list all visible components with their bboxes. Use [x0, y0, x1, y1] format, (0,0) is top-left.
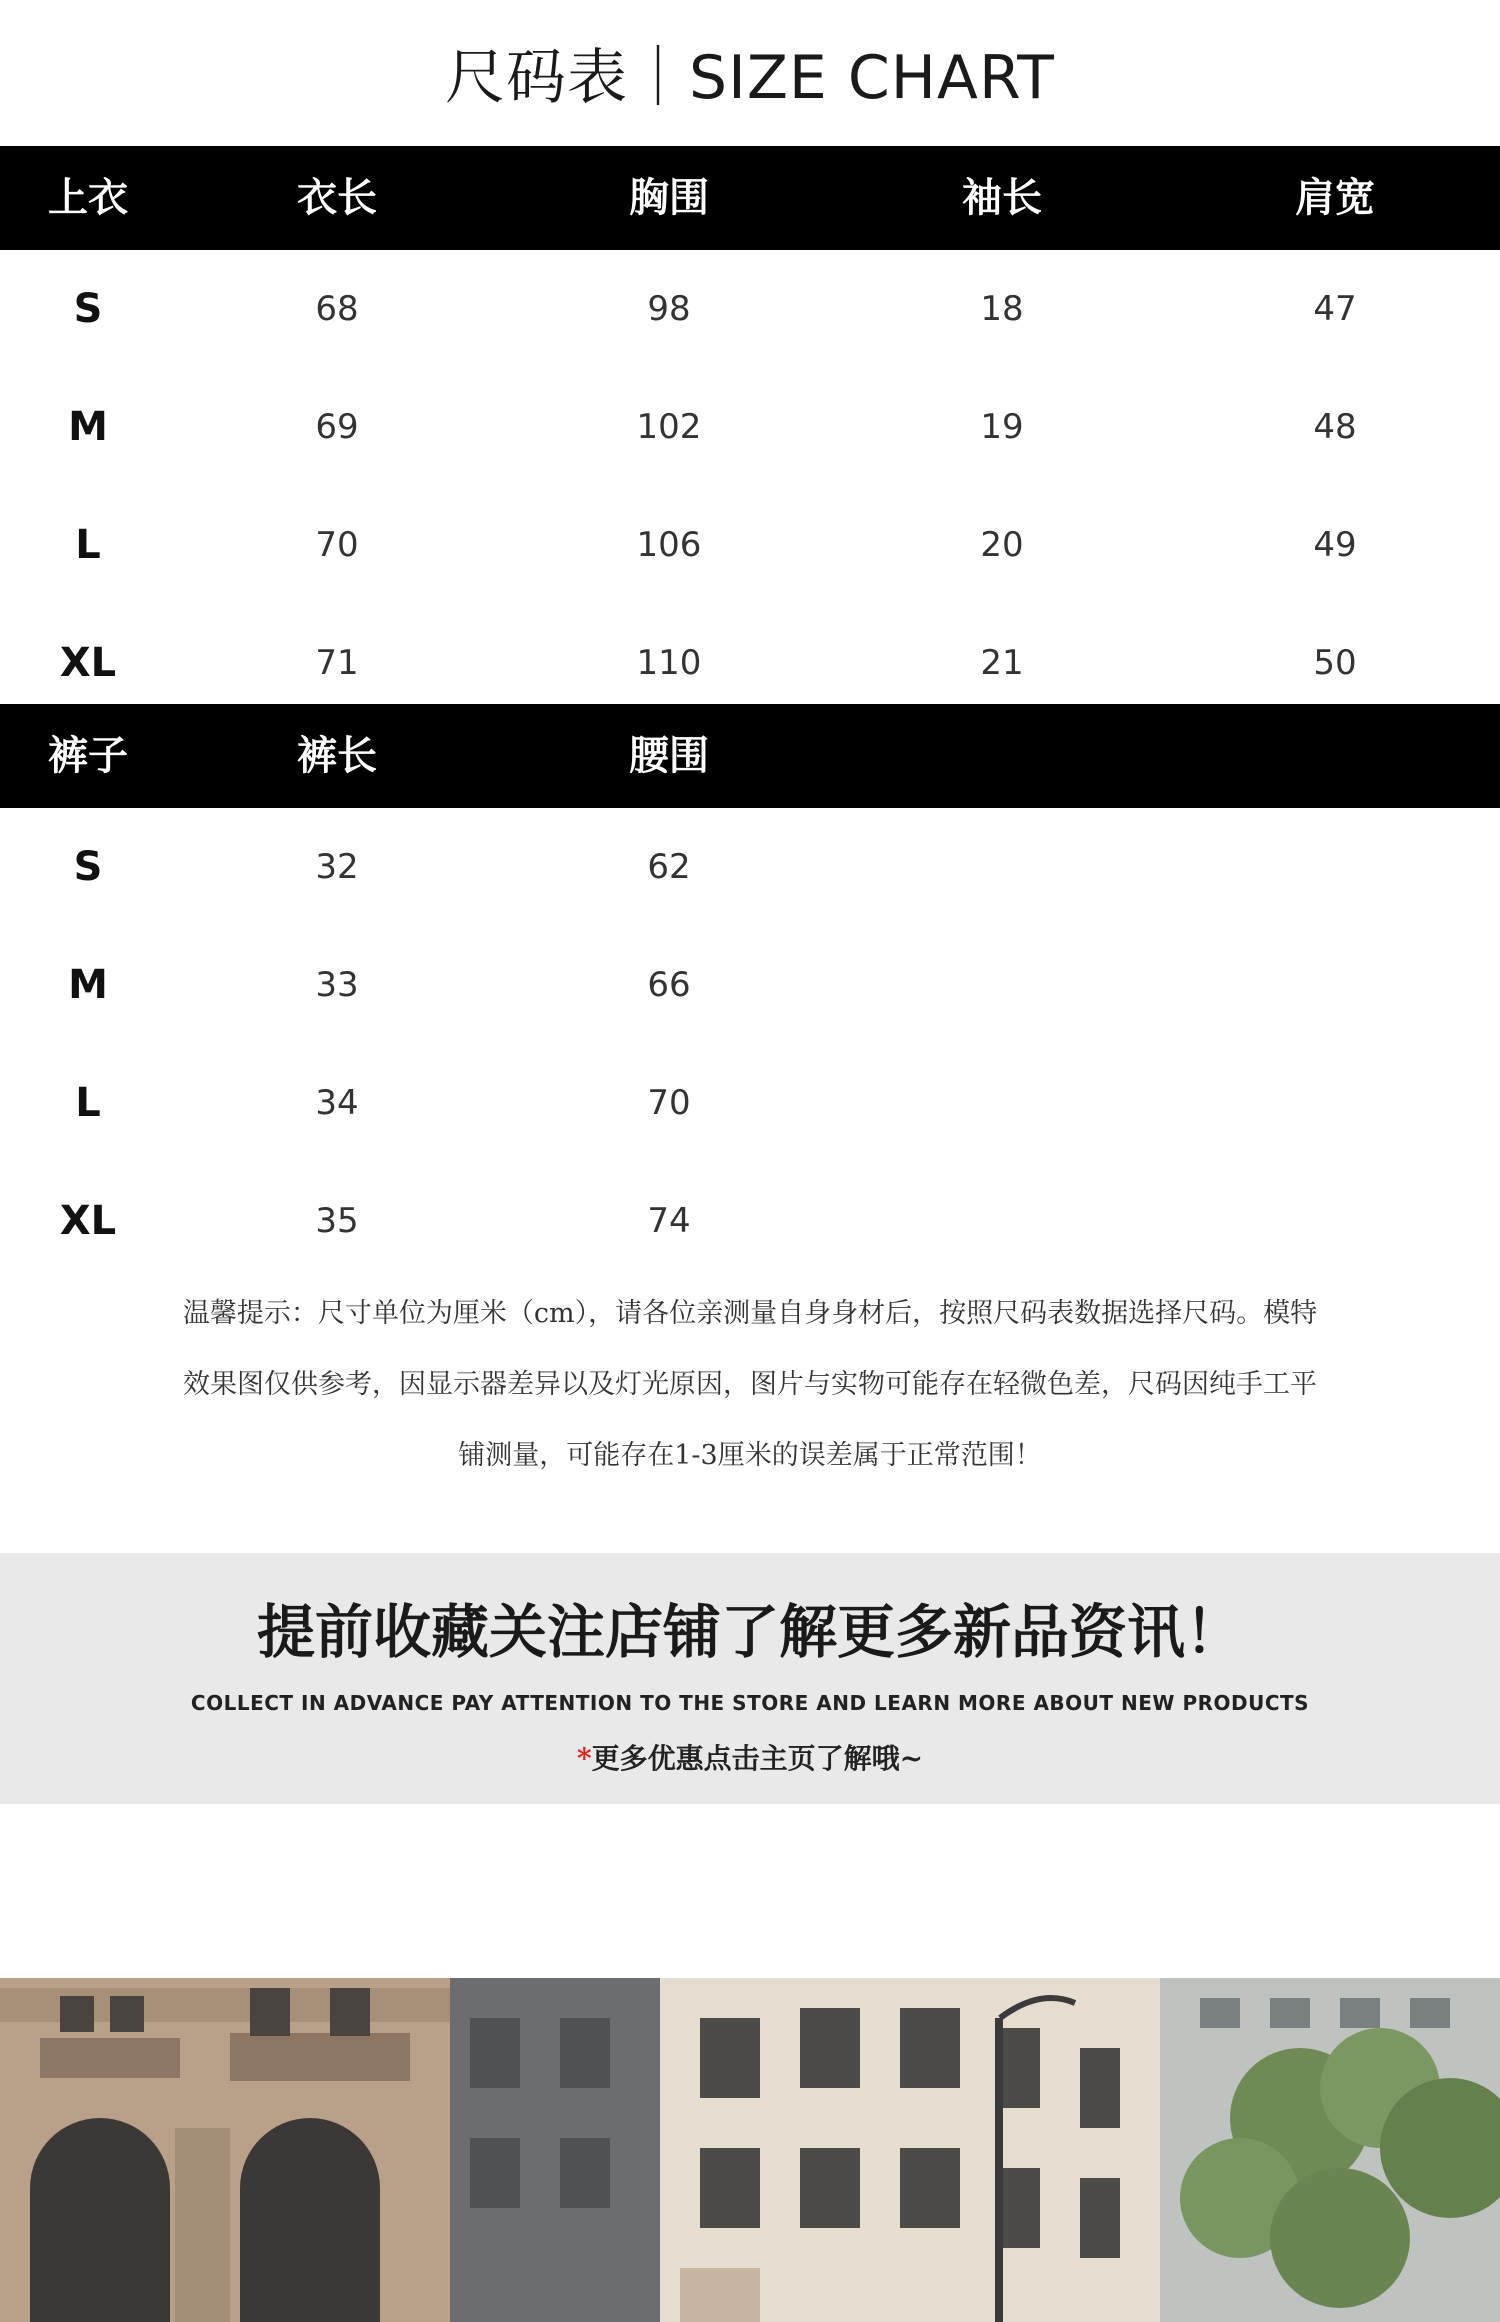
table-cell: 48: [1313, 407, 1357, 447]
table-cell: 68: [315, 289, 359, 329]
table-row: [0, 486, 1500, 604]
banner-subtitle: COLLECT IN ADVANCE PAY ATTENTION TO THE STORE AND LEARN MORE ABOUT NEW PRODUCTS: [190, 1691, 1310, 1715]
note-line: 铺测量，可能存在1-3厘米的误差属于正常范围！: [458, 1440, 1042, 1471]
table-cell: 19: [980, 407, 1024, 447]
table-cell: 74: [647, 1201, 691, 1241]
table-cell: 69: [315, 407, 359, 447]
tops-header-sleeve: 袖长: [962, 174, 1042, 221]
page-title: 尺码表｜SIZE CHART: [445, 43, 1055, 113]
street-scene-illustration: [0, 1978, 1500, 2322]
tops-header-shoulder: 肩宽: [1295, 174, 1375, 221]
table-cell: 32: [315, 847, 359, 887]
size-label: S: [73, 286, 103, 332]
table-cell: 102: [636, 407, 702, 447]
tops-header-chest: 胸围: [629, 174, 709, 221]
promo-text: 更多优惠点击主页了解哦~: [591, 1742, 924, 1775]
table-cell: 71: [315, 643, 359, 683]
table-cell: 47: [1313, 289, 1357, 329]
table-row: [0, 808, 1500, 926]
pants-table-header: [0, 704, 1500, 808]
size-label: XL: [59, 640, 117, 686]
size-label: L: [75, 1080, 101, 1126]
pants-header-length: 裤长: [297, 732, 377, 779]
table-row: [0, 1044, 1500, 1162]
table-cell: 106: [636, 525, 702, 565]
size-label: M: [68, 962, 108, 1008]
street-photo: [0, 1978, 1500, 2322]
size-label: M: [68, 404, 108, 450]
table-cell: 35: [315, 1201, 359, 1241]
table-row: [0, 250, 1500, 368]
size-label: L: [75, 522, 101, 568]
banner-promo-link[interactable]: [0, 1737, 1500, 1777]
table-row: [0, 926, 1500, 1044]
table-cell: 49: [1313, 525, 1357, 565]
table-cell: 70: [647, 1083, 691, 1123]
table-cell: 50: [1313, 643, 1357, 683]
table-cell: 20: [980, 525, 1024, 565]
table-cell: 33: [315, 965, 359, 1005]
table-cell: 98: [647, 289, 691, 329]
pants-header-category: 裤子: [48, 732, 128, 779]
size-label: S: [73, 844, 103, 890]
tops-header-category: 上衣: [48, 174, 128, 221]
tops-header-length: 衣长: [297, 174, 377, 221]
table-cell: 110: [636, 643, 702, 683]
table-cell: 62: [647, 847, 691, 887]
table-row: [0, 1162, 1500, 1280]
promo-asterisk: *: [576, 1742, 592, 1775]
table-cell: 66: [647, 965, 691, 1005]
size-label: XL: [59, 1198, 117, 1244]
pants-header-waist: 腰围: [629, 732, 709, 779]
table-cell: 21: [980, 643, 1024, 683]
note-line: 温馨提示：尺寸单位为厘米（cm），请各位亲测量自身身材后，按照尺码表数据选择尺码。模特: [182, 1298, 1318, 1329]
table-cell: 18: [980, 289, 1024, 329]
tops-table-header: [0, 146, 1500, 250]
banner-headline: 提前收藏关注店铺了解更多新品资讯！: [256, 1598, 1243, 1666]
note-line: 效果图仅供参考，因显示器差异以及灯光原因，图片与实物可能存在轻微色差，尺码因纯手工平: [183, 1369, 1317, 1400]
follow-store-banner: [0, 1553, 1500, 1804]
table-row: [0, 368, 1500, 486]
table-cell: 70: [315, 525, 359, 565]
table-cell: 34: [315, 1083, 359, 1123]
